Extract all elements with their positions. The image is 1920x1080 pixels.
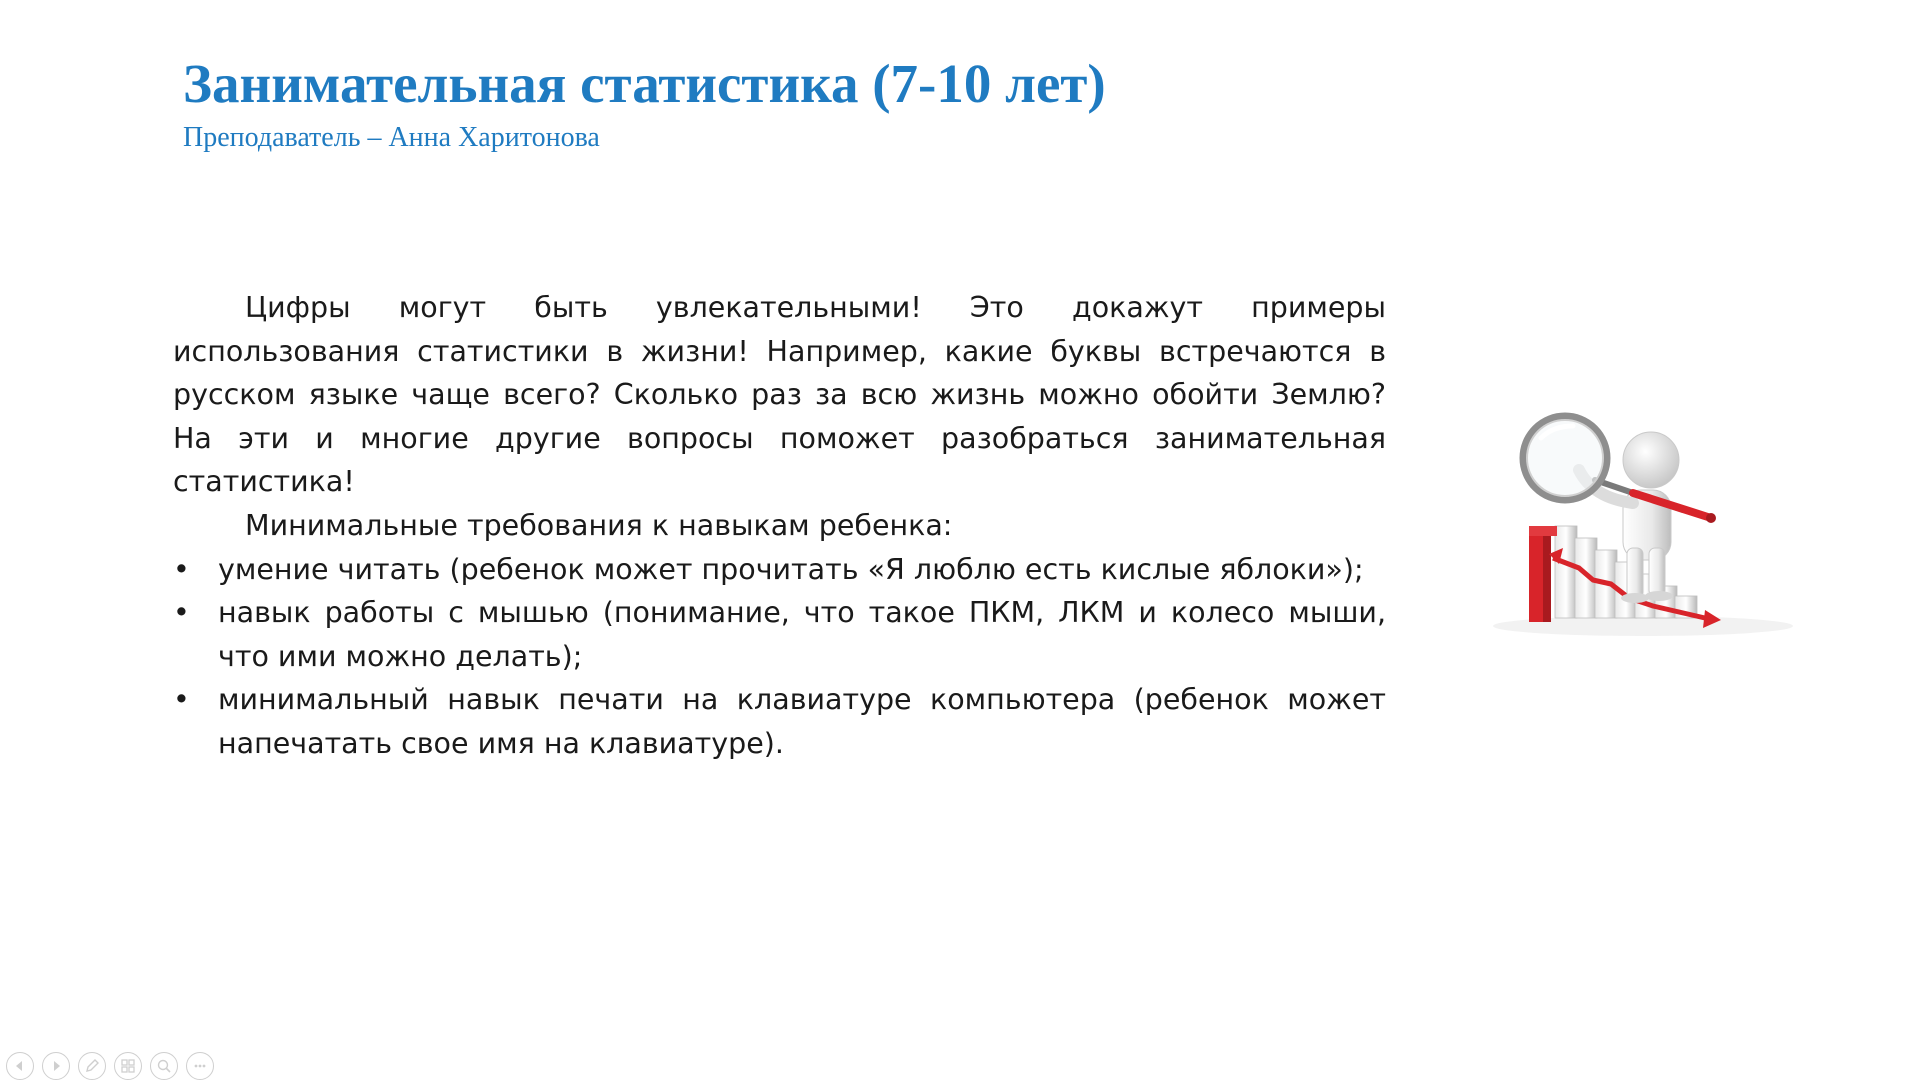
zoom-icon xyxy=(156,1058,172,1074)
slide-title: Занимательная статистика (7-10 лет) xyxy=(183,53,1106,114)
requirements-heading: Минимальные требования к навыкам ребенка: xyxy=(245,508,953,542)
list-item-text: минимальный навык печати на клавиатуре компьютера (ребенок может напечатать свое имя на клавиатуре). xyxy=(218,683,1386,760)
slideshow-controls xyxy=(6,1052,214,1080)
next-button[interactable] xyxy=(42,1052,70,1080)
list-item-text: умение читать (ребенок может прочитать «Я люблю есть кислые яблоки»); xyxy=(218,552,1364,586)
slide-body xyxy=(173,286,1386,766)
slides-grid-button[interactable] xyxy=(114,1052,142,1080)
next-icon xyxy=(48,1058,64,1074)
pen-icon xyxy=(84,1058,100,1074)
slides-grid-icon xyxy=(120,1058,136,1074)
more-icon xyxy=(192,1058,208,1074)
more-button[interactable] xyxy=(186,1052,214,1080)
pen-button[interactable] xyxy=(78,1052,106,1080)
magnifier-figure-chart-icon xyxy=(1483,398,1801,638)
bullet-icon: • xyxy=(173,596,190,630)
previous-icon xyxy=(12,1058,28,1074)
requirements-list xyxy=(173,548,1386,766)
list-item-text: навык работы с мышью (понимание, что такое ПКМ, ЛКМ и колесо мыши, что ими можно делать); xyxy=(218,596,1386,673)
bullet-icon: • xyxy=(173,552,190,586)
list-item xyxy=(173,678,1386,765)
slide-subtitle: Преподаватель – Анна Харитонова xyxy=(183,122,600,153)
list-item xyxy=(173,548,1386,592)
intro-paragraph: Цифры могут быть увлекательными! Это докажут примеры использования статистики в жизни! Например, какие буквы встречаются в русском языке чаще всего? Сколько раз за всю жизнь можно обойти Землю? На эти и многие другие вопросы поможет разобраться занимательная статистика! xyxy=(173,291,1386,499)
list-item xyxy=(173,591,1386,678)
previous-button[interactable] xyxy=(6,1052,34,1080)
bullet-icon: • xyxy=(173,683,190,717)
zoom-button[interactable] xyxy=(150,1052,178,1080)
